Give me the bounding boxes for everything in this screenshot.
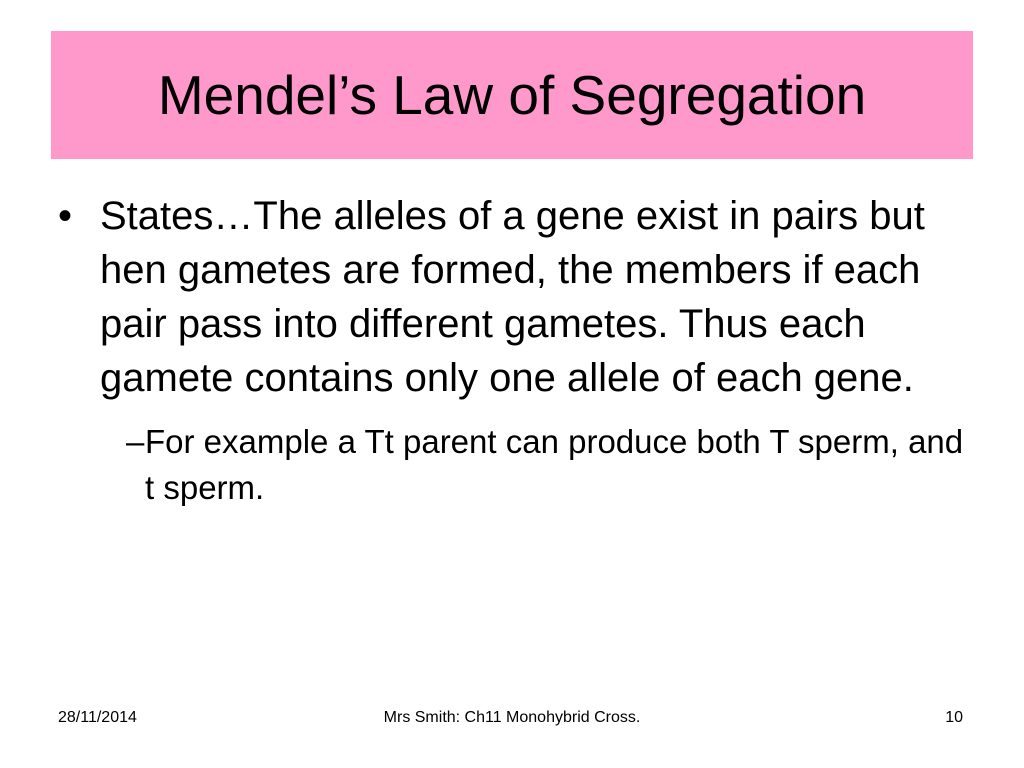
bullet-text: States…The alleles of a gene exist in pairs but hen gametes are formed, the members if each pair pass into different gametes. Thus each gamete contains only one allele of each gene. (100, 194, 925, 400)
footer-date: 28/11/2014 (58, 709, 137, 726)
sub-bullet-text: For example a Tt parent can produce both T sperm, and t sperm. (145, 423, 964, 506)
bullet-marker: • (58, 194, 73, 238)
footer-page-number: 10 (945, 709, 963, 726)
title-bar (51, 31, 973, 159)
footer-center-text: Mrs Smith: Ch11 Monohybrid Cross. (383, 709, 641, 726)
slide-body (58, 189, 978, 511)
slide-title: Mendel’s Law of Segregation (157, 63, 867, 126)
dash-marker: – (126, 423, 145, 460)
sub-bullet-item (126, 419, 978, 511)
bullet-item (58, 189, 978, 405)
